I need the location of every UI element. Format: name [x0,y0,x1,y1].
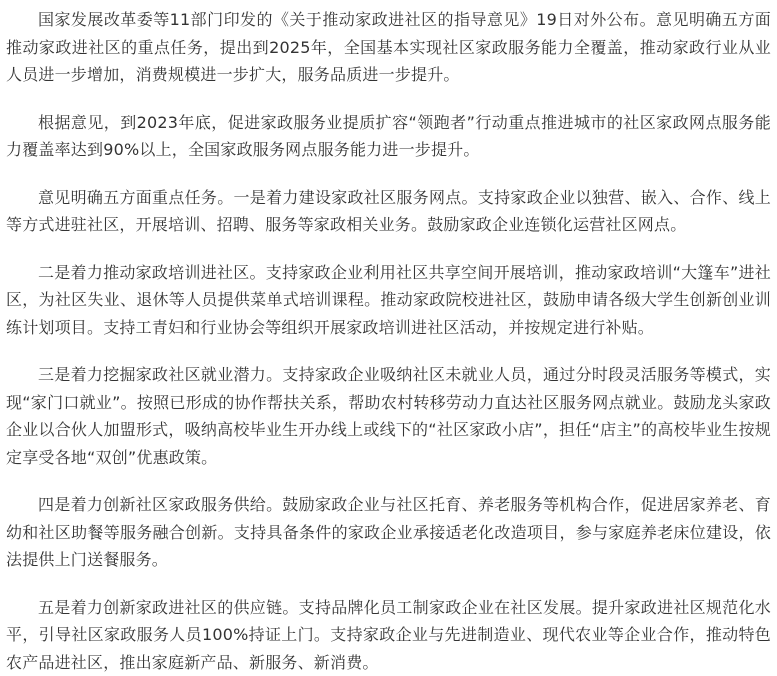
paragraph-task-4: 四是着力创新社区家政服务供给。鼓励家政企业与社区托育、养老服务等机构合作，促进居家养老、育幼和社区助餐等服务融合创新。支持具备条件的家政企业承接适老化改造项目，参与家庭养老床位建设，依法提供上门送餐服务。 [6,491,771,574]
paragraph-task-5: 五是着力创新家政进社区的供应链。支持品牌化员工制家政企业在社区发展。提升家政进社区规范化水平，引导社区家政服务人员100%持证上门。支持家政企业与先进制造业、现代农业等企业合作，推动特色农产品进社区，推出家庭新产品、新服务、新消费。 [6,594,771,676]
paragraph-intro: 国家发展改革委等11部门印发的《关于推动家政进社区的指导意见》19日对外公布。意见明确五方面推动家政进社区的重点任务，提出到2025年，全国基本实现社区家政服务能力全覆盖，推动家政行业从业人员进一步增加，消费规模进一步扩大，服务品质进一步提升。 [6,6,771,89]
paragraph-target-2023: 根据意见，到2023年底，促进家政服务业提质扩容“领跑者”行动重点推进城市的社区家政网点服务能力覆盖率达到90%以上，全国家政服务网点服务能力进一步提升。 [6,109,771,164]
paragraph-task-2: 二是着力推动家政培训进社区。支持家政企业利用社区共享空间开展培训，推动家政培训“大篷车”进社区，为社区失业、退休等人员提供菜单式培训课程。推动家政院校进社区，鼓励申请各级大学生创新创业训练计划项目。支持工青妇和行业协会等组织开展家政培训进社区活动，并按规定进行补贴。 [6,259,771,342]
paragraph-task-3: 三是着力挖掘家政社区就业潜力。支持家政企业吸纳社区未就业人员，通过分时段灵活服务等模式，实现“家门口就业”。按照已形成的协作帮扶关系，帮助农村转移劳动力直达社区服务网点就业。鼓励龙头家政企业以合伙人加盟形式，吸纳高校毕业生开办线上或线下的“社区家政小店”，担任“店主”的高校毕业生按规定享受各地“双创”优惠政策。 [6,361,771,471]
paragraph-task-1: 意见明确五方面重点任务。一是着力建设家政社区服务网点。支持家政企业以独营、嵌入、合作、线上等方式进驻社区，开展培训、招聘、服务等家政相关业务。鼓励家政企业连锁化运营社区网点。 [6,184,771,239]
